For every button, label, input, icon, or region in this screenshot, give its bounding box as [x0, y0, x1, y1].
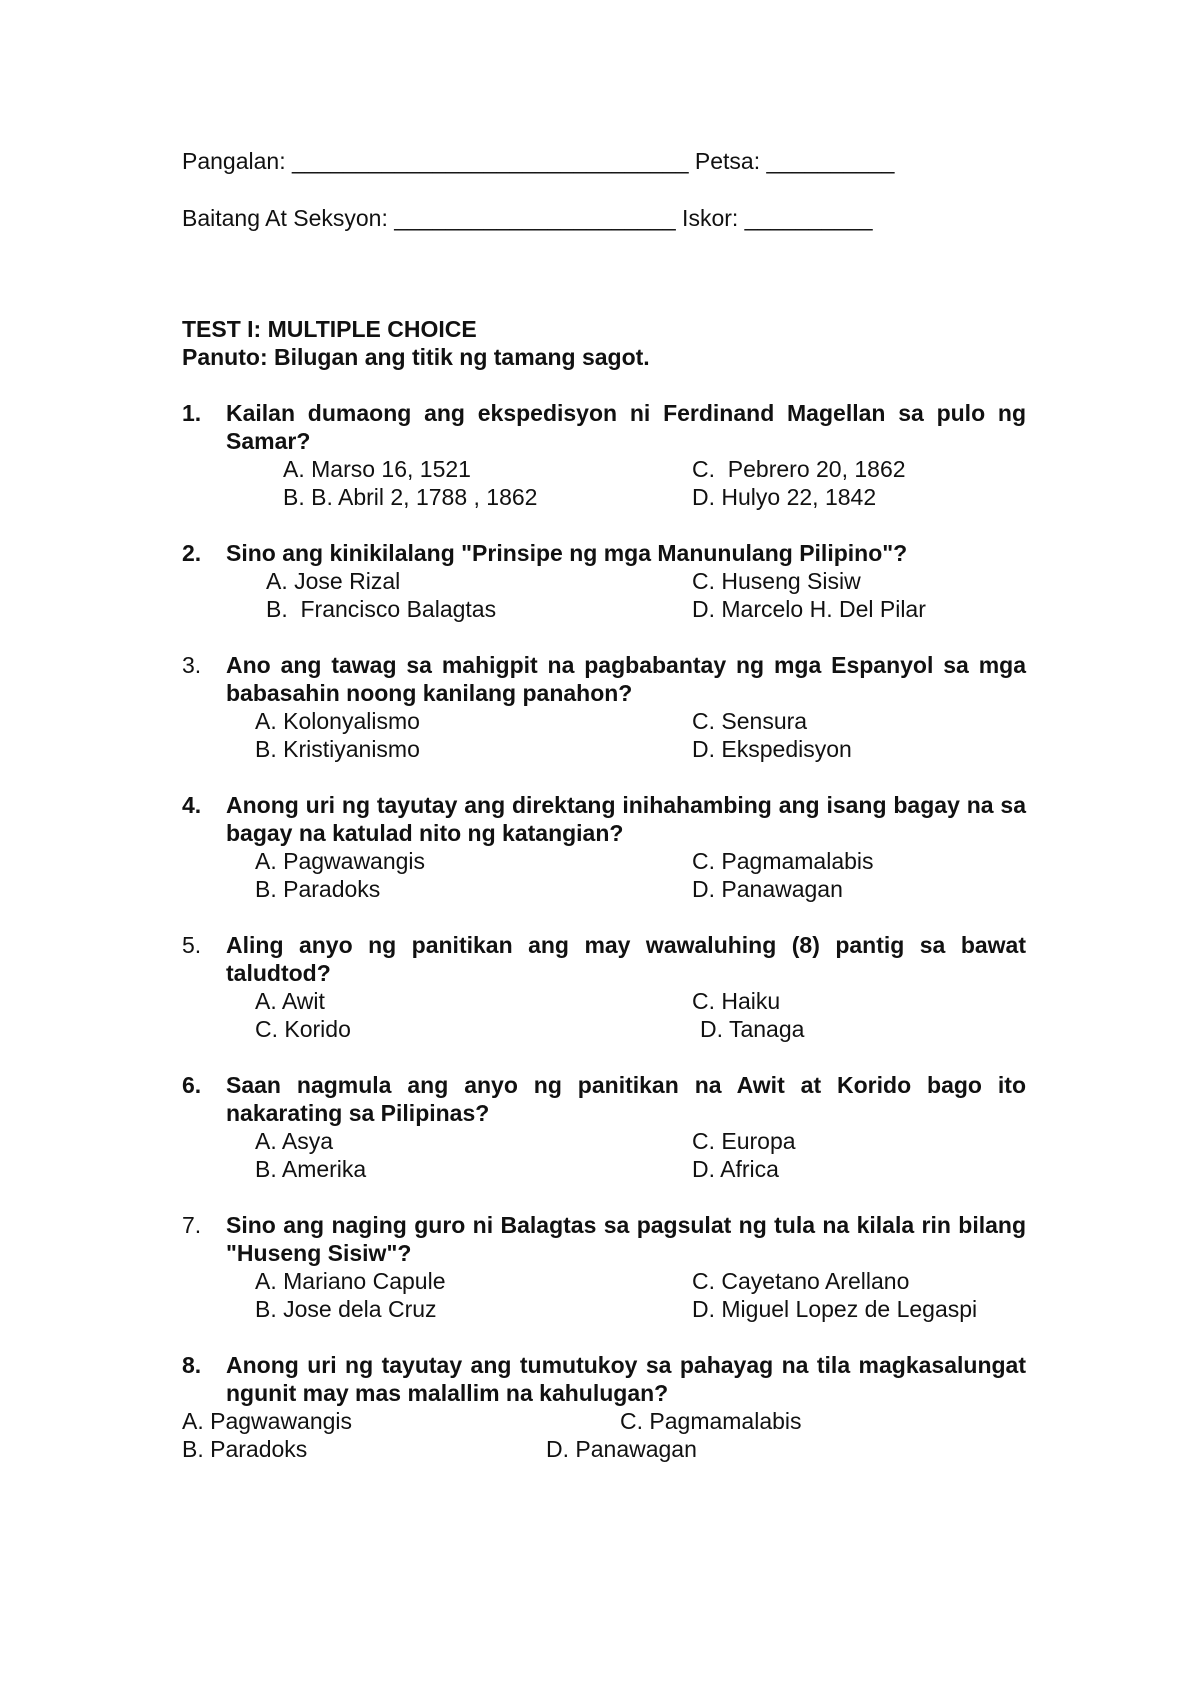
option-d: D. Ekspedisyon: [692, 736, 852, 762]
option-b: B. B. Abril 2, 1788 , 1862: [283, 484, 538, 510]
option-d: D. Tanaga: [700, 1016, 805, 1042]
question-number: 7.: [182, 1212, 202, 1238]
option-d: D. Africa: [692, 1156, 779, 1182]
option-a: A. Kolonyalismo: [255, 708, 420, 734]
question-text: Kailan dumaong ang ekspedisyon ni Ferdinand Magellan sa pulo ng Samar?: [226, 400, 1026, 454]
option-a: A. Asya: [255, 1128, 333, 1154]
question-text: Ano ang tawag sa mahigpit na pagbabantay ng mga Espanyol sa mga babasahin noong kanilang panahon?: [226, 652, 1026, 706]
option-d: D. Panawagan: [692, 876, 843, 902]
option-c: C. Pagmamalabis: [692, 848, 874, 874]
option-b: B. Kristiyanismo: [255, 736, 420, 762]
option-d: D. Hulyo 22, 1842: [692, 484, 877, 510]
option-c: C. Haiku: [692, 988, 781, 1014]
option-a: A. Marso 16, 1521: [283, 456, 471, 482]
question-number: 6.: [182, 1072, 202, 1098]
option-b: C. Korido: [255, 1016, 351, 1042]
option-a: A. Pagwawangis: [182, 1408, 353, 1434]
option-d: D. Marcelo H. Del Pilar: [692, 596, 926, 622]
question-number: 3.: [182, 652, 202, 678]
option-a: A. Pagwawangis: [255, 848, 426, 874]
grade-score-line: Baitang At Seksyon: ______________________ Iskor: __________: [182, 205, 873, 231]
option-d: D. Miguel Lopez de Legaspi: [692, 1296, 978, 1322]
option-a: A. Jose Rizal: [266, 568, 401, 594]
question-number: 2.: [182, 540, 202, 566]
option-d: D. Panawagan: [546, 1436, 697, 1462]
question-text: Saan nagmula ang anyo ng panitikan na Awit at Korido bago ito nakarating sa Pilipinas?: [226, 1072, 1026, 1126]
option-c: C. Sensura: [692, 708, 808, 734]
question-text: Aling anyo ng panitikan ang may wawaluhing (8) pantig sa bawat taludtod?: [226, 932, 1026, 986]
question-text: Anong uri ng tayutay ang direktang inihahambing ang isang bagay na sa bagay na katulad nito ng katangian?: [226, 792, 1026, 846]
option-a: A. Awit: [255, 988, 325, 1014]
question-number: 4.: [182, 792, 202, 818]
test-title: TEST I: MULTIPLE CHOICE: [182, 316, 477, 342]
option-b: B. Paradoks: [255, 876, 381, 902]
question-text: Sino ang naging guro ni Balagtas sa pagsulat ng tula na kilala rin bilang "Huseng Sisiw"?: [226, 1212, 1026, 1266]
option-a: A. Mariano Capule: [255, 1268, 446, 1294]
option-c: C. Huseng Sisiw: [692, 568, 861, 594]
option-c: C. Europa: [692, 1128, 796, 1154]
option-c: C. Pagmamalabis: [620, 1408, 802, 1434]
option-c: C. Cayetano Arellano: [692, 1268, 910, 1294]
option-b: B. Jose dela Cruz: [255, 1296, 437, 1322]
test-instructions: Panuto: Bilugan ang titik ng tamang sagot.: [182, 344, 650, 370]
question-text: Anong uri ng tayutay ang tumutukoy sa pahayag na tila magkasalungat ngunit may mas malallim na kahulugan?: [226, 1352, 1026, 1406]
option-b: B. Francisco Balagtas: [266, 596, 497, 622]
option-b: B. Paradoks: [182, 1436, 308, 1462]
name-date-line: Pangalan: _______________________________ Petsa: __________: [182, 148, 895, 174]
question-number: 1.: [182, 400, 202, 426]
option-c: C. Pebrero 20, 1862: [692, 456, 906, 482]
question-number: 5.: [182, 932, 202, 958]
question-text: Sino ang kinikilalang "Prinsipe ng mga Manunulang Pilipino"?: [226, 540, 908, 566]
question-number: 8.: [182, 1352, 202, 1378]
option-b: B. Amerika: [255, 1156, 367, 1182]
